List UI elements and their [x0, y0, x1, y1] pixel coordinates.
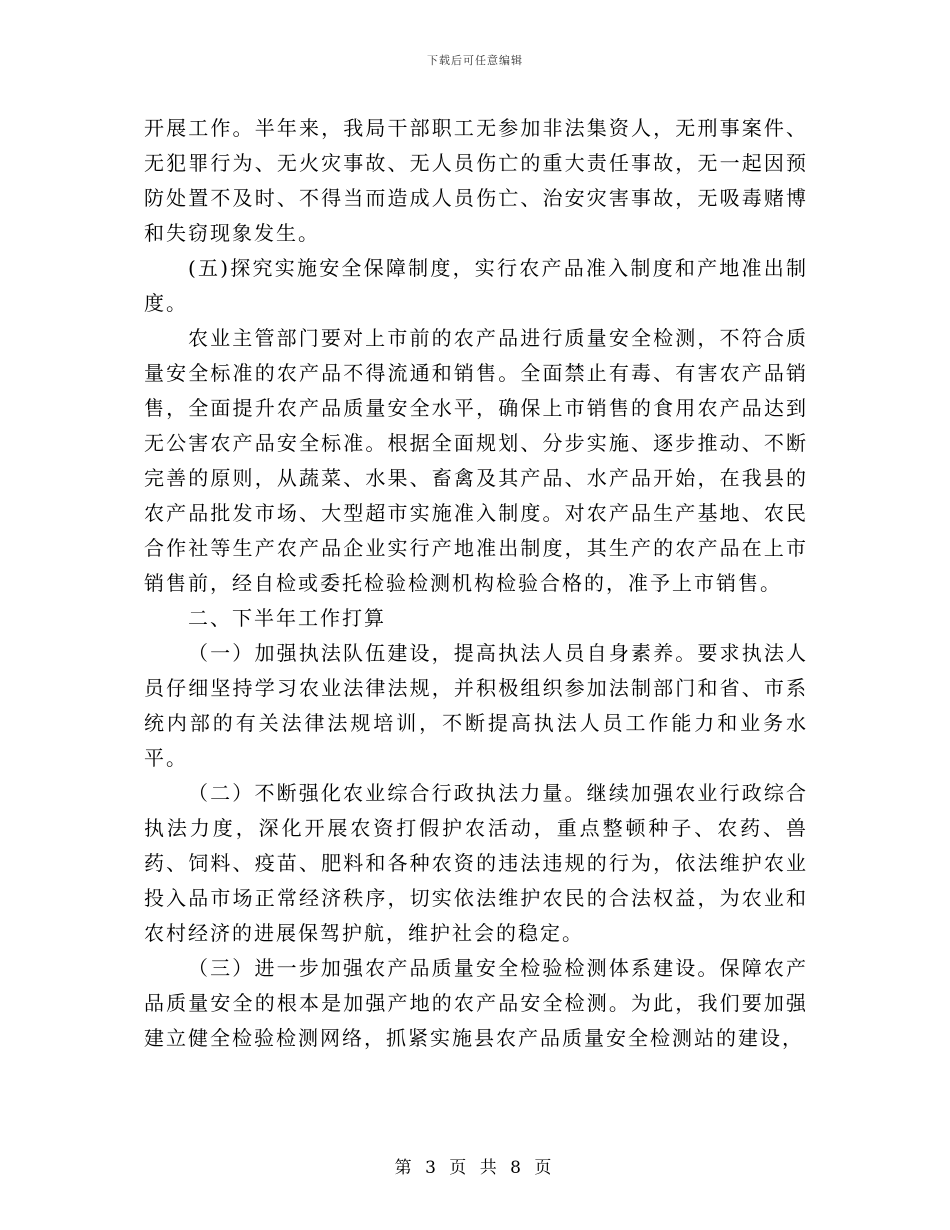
paragraph-6: （二）不断强化农业综合行政执法力量。继续加强农业行政综合执法力度，深化开展农资打假护农活动，重点整顿种子、农药、兽药、饲料、疫苗、肥料和各种农资的违法违规的行为，依法维护农业投入品市场正常经济秩序，切实依法维护农民的合法权益，为农业和农村经济的进展保驾护航，维护社会的稳定。 [144, 781, 808, 945]
paragraph-5: （一）加强执法队伍建设，提高执法人员自身素养。要求执法人员仔细坚持学习农业法律法规，并积极组织参加法制部门和省、市系统内部的有关法律法规培训，不断提高执法人员工作能力和业务水平。 [144, 641, 808, 770]
paragraph-3: 农业主管部门要对上市前的农产品进行质量安全检测，不符合质量安全标准的农产品不得流通和销售。全面禁止有毒、有害农产品销售，全面提升农产品质量安全水平，确保上市销售的食用农产品达到无公害农产品安全标准。根据全面规划、分步实施、逐步推动、不断完善的原则，从蔬菜、水果、畜禽及其产品、水产品开始，在我县的农产品批发市场、大型超市实施准入制度。对农产品生产基地、农民合作社等生产农产品企业实行产地准出制度，其生产的农产品在上市销售前，经自检或委托检验检测机构检验合格的，准予上市销售。 [144, 326, 808, 595]
document-body [144, 111, 808, 1056]
page-header: 下载后可任意编辑 [427, 54, 523, 67]
paragraph-2: (五)探究实施安全保障制度，实行农产品准入制度和产地准出制度。 [144, 256, 808, 315]
page-number: 第 3 页 共 8 页 [394, 1158, 556, 1178]
paragraph-1: 开展工作。半年来，我局干部职工无参加非法集资人，无刑事案件、无犯罪行为、无火灾事故、无人员伤亡的重大责任事故，无一起因预防处置不及时、不得当而造成人员伤亡、治安灾害事故，无吸毒赌博和失窃现象发生。 [144, 116, 808, 245]
paragraph-7: （三）进一步加强农产品质量安全检验检测体系建设。保障农产品质量安全的根本是加强产地的农产品安全检测。为此，我们要加强建立健全检验检测网络，抓紧实施县农产品质量安全检测站的建设， [144, 956, 808, 1050]
section-heading: 二、下半年工作打算 [188, 606, 386, 630]
